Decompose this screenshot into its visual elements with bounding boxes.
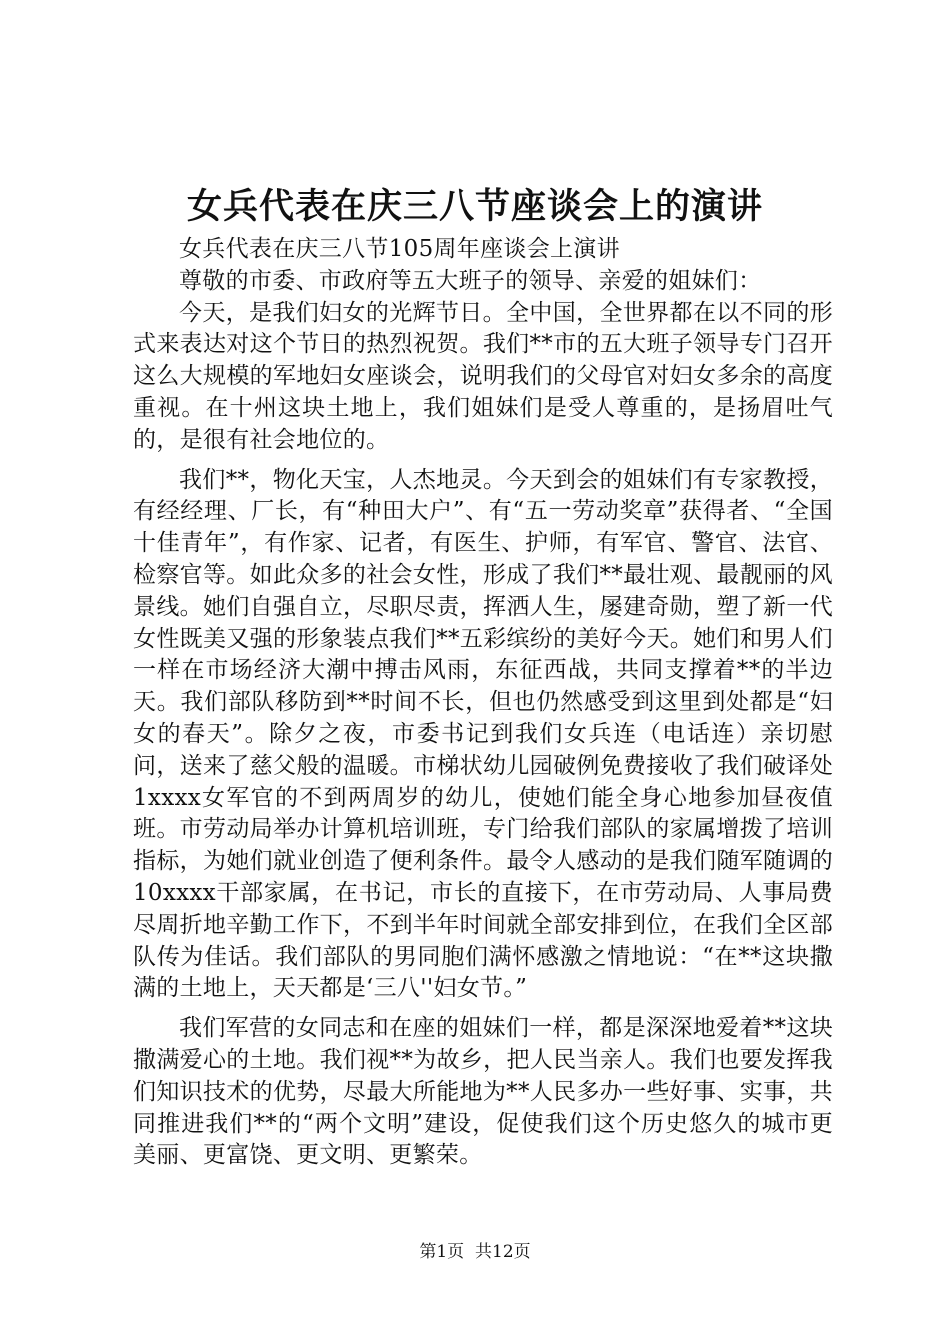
document-title: 女兵代表在庆三八节座谈会上的演讲 bbox=[186, 186, 763, 227]
document-body bbox=[133, 234, 833, 1172]
subtitle-paragraph: 女兵代表在庆三八节105周年座谈会上演讲 bbox=[179, 236, 620, 262]
page-total: 共12页 bbox=[475, 1242, 531, 1262]
salutation-paragraph: 尊敬的市委、市政府等五大班子的领导、亲爱的姐妹们： bbox=[179, 267, 762, 294]
body-paragraph: 我们**，物化天宝，人杰地灵。今天到会的姐妹们有专家教授，有经经理、厂长，有“种田大户”、有“五一劳动奖章”获得者、“全国十佳青年”，有作家、记者，有医生、护师，有军官、警官、法官、检察官等。如此众多的社会女性，形成了我们**最壮观、最靓丽的风景线。她们自强自立，尽职尽责，挥洒人生，屡建奇勋，塑了新一代女性既美又强的形象装点我们**五彩缤纷的美好今天。她们和男人们一样在市场经济大潮中搏击风雨，东征西战，共同支撑着**的半边天。我们部队移防到**时间不长，但也仍然感受到这里到处都是“妇女的春天”。除夕之夜，市委书记到我们女兵连（电话连）亲切慰问，送来了慈父般的温暖。市梯状幼儿园破例免费接收了我们破译处1xxxx女军官的不到两周岁的幼儿，使她们能全身心地参加昼夜值班。市劳动局举办计算机培训班，专门给我们部队的家属增拨了培训指标，为她们就业创造了便利条件。最令人感动的是我们随军随调的10xxxx干部家属，在书记，市长的直接下，在市劳动局、人事局费尽周折地辛勤工作下，不到半年时间就全部安排到位，在我们全区部队传为佳话。我们部队的男同胞们满怀感激之情地说：“在**这块撒满的土地上，天天都是‘三八''妇女节。” bbox=[133, 466, 833, 1002]
page-number: 第1页 bbox=[419, 1242, 465, 1262]
page-footer bbox=[0, 1240, 950, 1264]
body-paragraph: 我们军营的女同志和在座的姐妹们一样，都是深深地爱着**这块撒满爱心的土地。我们视**为故乡，把人民当亲人。我们也要发挥我们知识技术的优势，尽最大所能地为**人民多办一些好事、实事，共同推进我们**的“两个文明”建设，促使我们这个历史悠久的城市更美丽、更富饶、更文明、更繁荣。 bbox=[133, 1015, 833, 1169]
body-paragraph: 今天，是我们妇女的光辉节日。全中国，全世界都在以不同的形式来表达对这个节日的热烈祝贺。我们**市的五大班子领导专门召开这么大规模的军地妇女座谈会，说明我们的父母官对妇女多余的高度重视。在十州这块土地上，我们姐妹们是受人尊重的，是扬眉吐气的，是很有社会地位的。 bbox=[133, 299, 833, 453]
